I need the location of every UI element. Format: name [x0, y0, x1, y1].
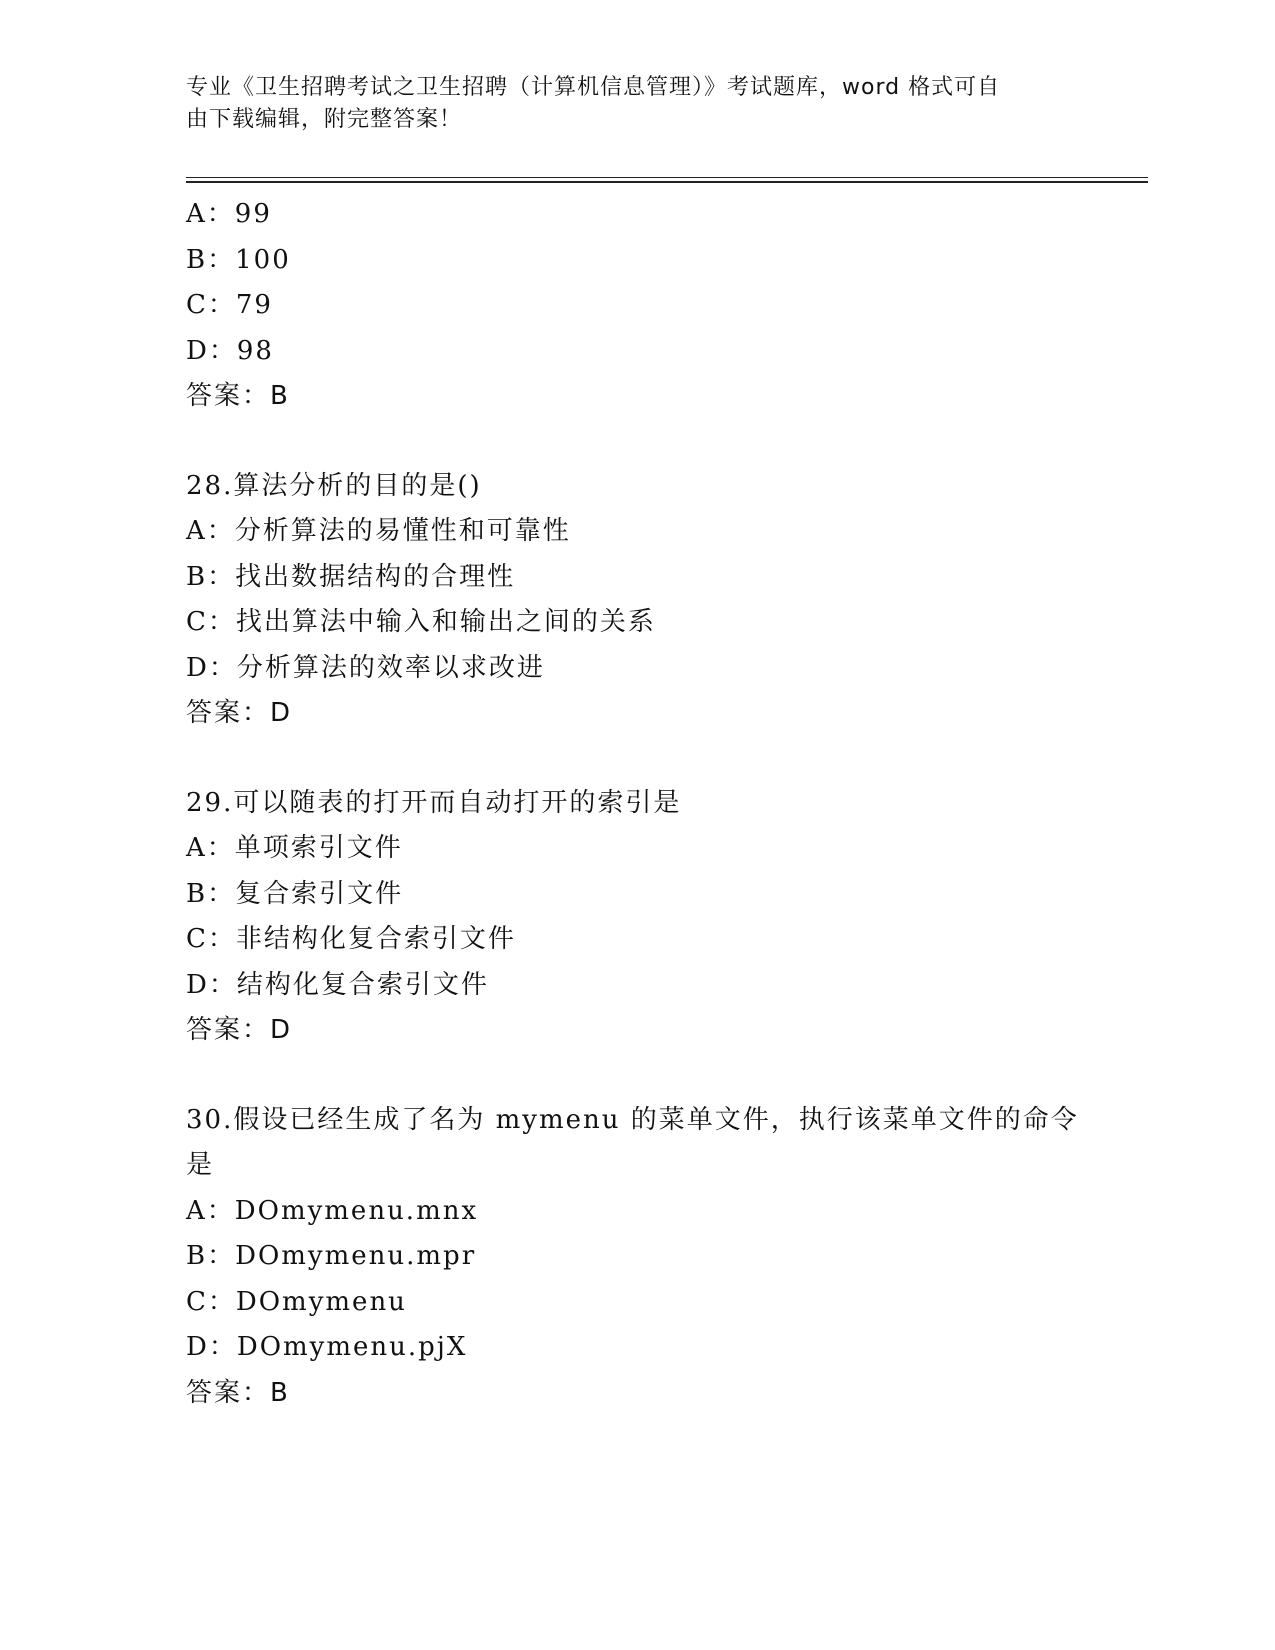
option-c: C：找出算法中输入和输出之间的关系: [186, 607, 656, 637]
option-b: B：DOmymenu.mpr: [186, 1241, 477, 1271]
spacer: [186, 1054, 1086, 1098]
header-divider-thin: [186, 177, 1148, 178]
question-text-line-1: 30.假设已经生成了名为 mymenu 的菜单文件，执行该菜单文件的命令: [186, 1104, 1079, 1135]
option-d: D：结构化复合索引文件: [186, 969, 489, 1000]
option-d: D：分析算法的效率以求改进: [186, 652, 545, 683]
option-d: D：98: [186, 335, 274, 366]
option-a: A：单项索引文件: [186, 833, 403, 863]
option-c: C：非结构化复合索引文件: [186, 924, 516, 954]
answer: 答案：D: [186, 1015, 293, 1045]
answer: 答案：B: [186, 381, 290, 411]
option-c: C：79: [186, 290, 273, 320]
question-29: [186, 781, 1086, 1054]
option-b: B：找出数据结构的合理性: [186, 561, 516, 592]
spacer: [186, 737, 1086, 781]
option-a: A：99: [186, 199, 272, 229]
document-header: [186, 72, 1066, 136]
spacer: [186, 420, 1086, 464]
header-line-2: 由下载编辑，附完整答案！: [186, 107, 463, 132]
option-d: D：DOmymenu.pjX: [186, 1332, 468, 1362]
question-28: [186, 464, 1086, 737]
question-27: [186, 192, 1086, 420]
question-list: [186, 192, 1086, 1416]
option-b: B：100: [186, 244, 291, 275]
option-a: A：分析算法的易懂性和可靠性: [186, 516, 571, 546]
answer: 答案：B: [186, 1377, 290, 1408]
option-c: C：DOmymenu: [186, 1286, 407, 1317]
header-divider-thick: [186, 181, 1148, 183]
question-text: 28.算法分析的目的是(): [186, 470, 482, 501]
question-30: [186, 1098, 1086, 1417]
option-a: A：DOmymenu.mnx: [186, 1195, 479, 1226]
option-b: B：复合索引文件: [186, 878, 404, 909]
question-text-line-2: 是: [186, 1150, 215, 1180]
answer: 答案：D: [186, 698, 293, 728]
header-line-1: 专业《卫生招聘考试之卫生招聘（计算机信息管理）》考试题库，word 格式可自: [186, 75, 1001, 100]
question-text: 29.可以随表的打开而自动打开的索引是: [186, 787, 682, 818]
